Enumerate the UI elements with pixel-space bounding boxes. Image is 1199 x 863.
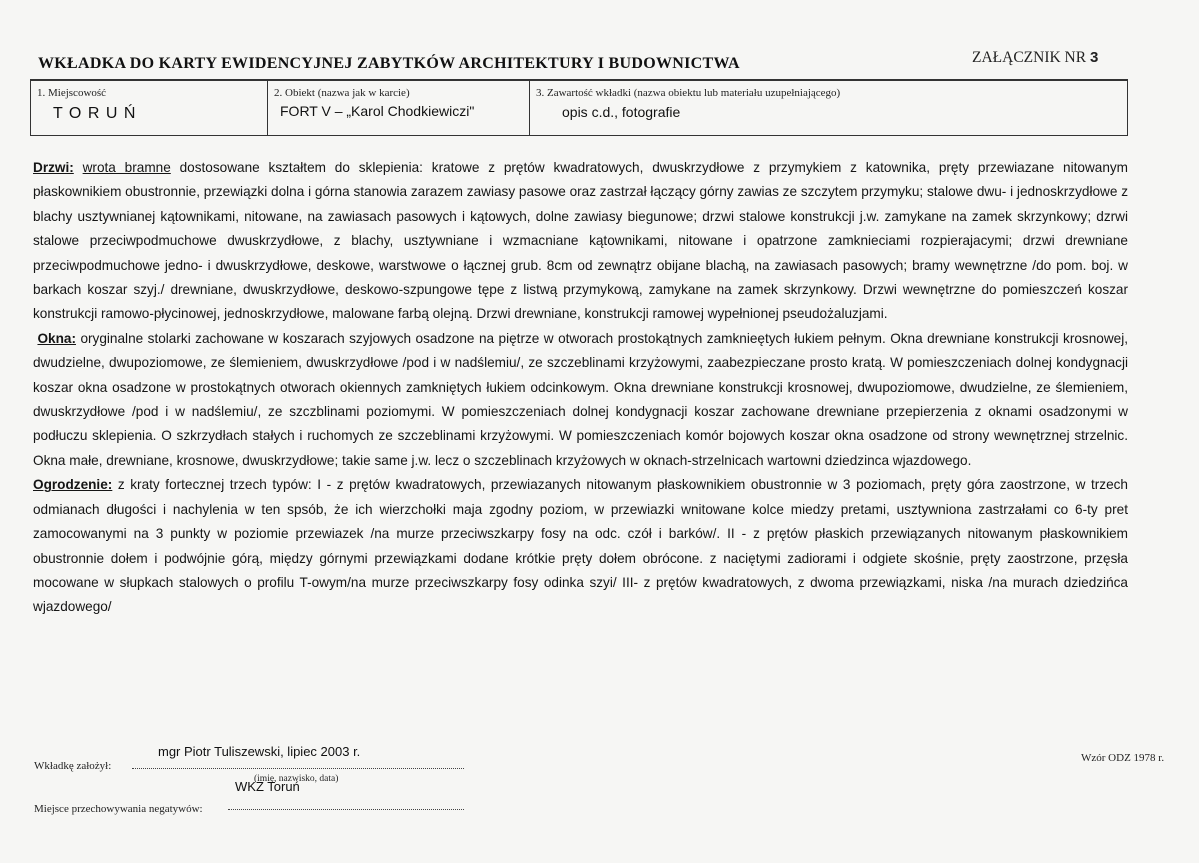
document-title: WKŁADKA DO KARTY EWIDENCYJNEJ ZABYTKÓW ARCHITEKTURY I BUDOWNICTWA	[38, 55, 740, 72]
annex-label-text: ZAŁĄCZNIK NR	[972, 49, 1087, 66]
object-field	[267, 80, 530, 136]
okna-text: oryginalne stolarki zachowane w koszarach szyjowych osadzone na piętrze w otworach prostokątnych zamknieętych łukiem pełnym. Okna drewniane konstrukcji krosnowej, dwudzielne, dwupoziomowe, ze ślemieniem, dwuskrzydłowe /pod i w nadślemiu/, ze szczeblinami krzyżowymi, zaabezpieczane prosto kratą. W pomieszczeniach dolnej kondygnacji koszar okna osadzone w prostokątnych otworach okiennych zamkniętych łukiem odcinkowym. Okna drewniane konstrukcji krosnowej, dwupoziomowe, dwudzielne, ze ślemieniem, dwuskrzydłowe /pod i w nadślemiu/, ze szczblinami poziomymi. W pomieszczeniach dolnej kondygnacji koszar zachowane drewniane przepierzenia z oknami osadzonymi w podłuczu sklepienia. O szkrzydłach stałych i ruchomych ze szczeblinami krzyżowymi. W pomieszczeniach komór bojowych koszar okna osadzone od strony wewnętrznej strzelnic. Okna małe, drewniane, krosnowe, dwuskrzydłowe; takie same j.w. lecz o szczeblinach krzyżowych w oknach-strzelnicach wartowni dziedzinca wjazdowego.	[33, 330, 1128, 468]
storage-label: Miejsce przechowywania negatywów:	[34, 803, 203, 815]
contents-field	[529, 80, 1128, 136]
contents-label: 3. Zawartość wkładki (nazwa obiektu lub materiału uzupełniającego)	[536, 87, 841, 99]
founder-label: Wkładkę założył:	[34, 760, 112, 772]
founder-line	[132, 768, 464, 769]
locality-value: T O R U Ń	[53, 105, 137, 122]
section-ogrodzenie	[33, 473, 1128, 619]
founder-value: mgr Piotr Tuliszewski, lipiec 2003 r.	[158, 744, 361, 759]
storage-line	[228, 809, 464, 810]
annex-number: 3	[1089, 49, 1099, 66]
section-heading-ogrodzenie: Ogrodzenie:	[33, 477, 113, 493]
locality-label: 1. Miejscowość	[37, 87, 107, 99]
storage-value: WKZ Toruń	[235, 779, 300, 794]
drzwi-lead: wrota bramne	[82, 160, 171, 175]
ogrodzenie-text: z kraty fortecznej trzech typów: I - z prętów kwadratowych, przewiazanych nitowanym płaskownikiem obustronnie w 3 poziomach, pręty góra zaostrzone, w trzech odmianach długości i nachylenia w ten spsób, że ich wierzchołki maja zgodny poziom, w przewiazki wnitowane kolce miedzy pretami, usztywniona zastrzałami co 6-ty pret zamocowanymi na 3 punkty w poziomie przewiazek /na murze przeciwszkarpy fosy na odc. czół i barków/. II - z prętów płaskich przewiązanych nitowanym płaskownikiem obustronnie dołem i podwójnie górą, między górnymi przewiązkami dodane krótkie pręty dołem obrócone. z naciętymi zadiorami i odgiete skośnie, pręty zaostrzone, przęsła mocowane w słupkach stalowych o profilu T-owym/na murze przeciwszkarpy fosy odinka szyi/ III- z prętów kwadratowych, z dwoma przewiązkami, niska /na murach dziedzińca wjazdowego/	[33, 477, 1128, 615]
form-code: Wzór ODZ 1978 r.	[1081, 752, 1165, 764]
contents-value: opis c.d., fotografie	[562, 104, 681, 120]
section-drzwi	[33, 156, 1128, 327]
founder-caption: (imię, nazwisko, data)	[254, 774, 339, 784]
locality-field	[30, 80, 268, 136]
object-label: 2. Obiekt (nazwa jak w karcie)	[274, 87, 410, 99]
object-value: FORT V – „Karol Chodkiewiczi"	[280, 103, 475, 119]
section-heading-okna: Okna:	[37, 330, 76, 346]
section-okna	[33, 327, 1128, 473]
annex-label	[972, 49, 1098, 67]
drzwi-text: dostosowane kształtem do sklepienia: kratowe z prętów kwadratowych, dwuskrzydłowe z przymykiem z katownika, pręty przewiazane nitowanym płaskownikiem obustronnie, przewiązki dolna i górna stanowia zarazem zawiasy pasowe oraz zastrzał łączący górny zawias ze szczytem przymyku; stalowe dwu- i jednoskrzydłowe z blachy usztywnianej kątownikami, nitowane, na zawiasach pasowych i kątowych, dolne zawiasy biegunowe; drzwi stalowe konstrukcji j.w. zamykane na zamek skrzynkowy; dzrwi stalowe przeciwpodmuchowe dwuskrzydłowe, z blachy, usztywniane i wzmacniane kątownikami, nitowane i opatrzone zamknieciami rozpierajacymi; drzwi drewniane przeciwpodmuchowe jedno- i dwuskrzydłowe, deskowe, warstwowe o łącznej grub. 8cm od zewnątrz obijane blachą, na zawiasach pasowych; bramy wewnętrzne /do pom. boj. w barkach koszar szyj./ drewniane, dwuskrzydłowe, deskowo-szpungowe tępe z listwą przymykową, zamykane na zamek skrzynkowy. Drzwi wewnętrzne do pomieszczeń koszar konstrukcji ramowo-płycinowej, jednoskrzydłowe, malowane farbą olejną. Drzwi drewniane, konstrukcji ramowej wypełnionej pseudożaluzjami.	[33, 160, 1129, 322]
description-text	[33, 156, 1128, 620]
section-heading-drzwi: Drzwi:	[33, 160, 74, 175]
